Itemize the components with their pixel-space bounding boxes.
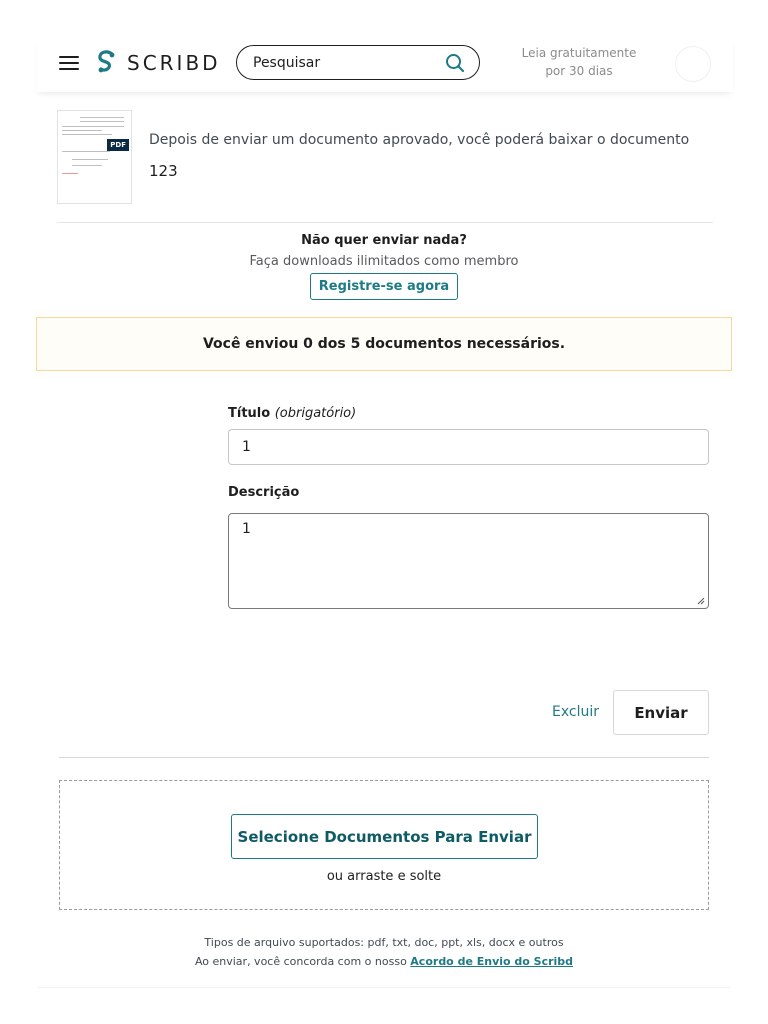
bottom-divider — [37, 987, 731, 988]
agreement-text — [0, 952, 768, 971]
pdf-badge: PDF — [107, 139, 129, 151]
delete-button[interactable]: Excluir — [552, 704, 599, 720]
title-label-text: Título — [228, 406, 271, 421]
footer-info — [0, 933, 768, 971]
register-button[interactable]: Registre-se agora — [310, 273, 458, 300]
submit-button[interactable]: Enviar — [613, 690, 709, 735]
required-hint: (obrigatório) — [274, 406, 357, 421]
membership-title: Não quer enviar nada? — [301, 233, 467, 248]
membership-cta — [0, 233, 768, 300]
free-trial-link[interactable] — [519, 44, 639, 80]
search-icon[interactable] — [445, 53, 465, 73]
document-thumbnail — [57, 110, 132, 204]
select-documents-button[interactable]: Selecione Documentos Para Enviar — [231, 814, 538, 859]
scribd-logo-icon — [95, 50, 119, 76]
logo-text: SCRIBD — [127, 51, 221, 75]
scribd-logo[interactable] — [95, 50, 221, 76]
membership-subtitle: Faça downloads ilimitados como membro — [249, 254, 519, 269]
upload-count-notice: Você enviou 0 dos 5 documentos necessários. — [36, 317, 732, 371]
agreement-link[interactable]: Acordo de Envio do Scribd — [410, 955, 574, 968]
description-label: Descrição — [228, 485, 300, 500]
search-placeholder: Pesquisar — [253, 55, 321, 71]
title-field[interactable]: 1 — [228, 429, 709, 465]
trial-line-2: por 30 dias — [545, 64, 613, 78]
drag-drop-hint: ou arraste e solte — [326, 869, 442, 884]
document-name: 123 — [149, 162, 178, 180]
supported-file-types: Tipos de arquivo suportados: pdf, txt, doc, ppt, xls, docx e outros — [204, 936, 564, 949]
trial-line-1: Leia gratuitamente — [521, 46, 637, 60]
divider — [59, 757, 709, 758]
menu-icon[interactable] — [59, 56, 79, 70]
top-header — [37, 36, 733, 92]
search-input[interactable] — [236, 45, 480, 80]
uploaded-document-row — [57, 110, 713, 223]
avatar[interactable] — [675, 46, 711, 82]
upload-dropzone[interactable] — [59, 780, 709, 910]
agreement-prefix: Ao enviar, você concorda com o nosso — [194, 955, 407, 968]
description-value: 1 — [242, 521, 251, 537]
title-label — [228, 406, 356, 421]
document-message: Depois de enviar um documento aprovado, você poderá baixar o documento — [149, 132, 690, 148]
resize-handle-icon[interactable] — [697, 597, 705, 605]
description-field[interactable] — [228, 513, 709, 609]
